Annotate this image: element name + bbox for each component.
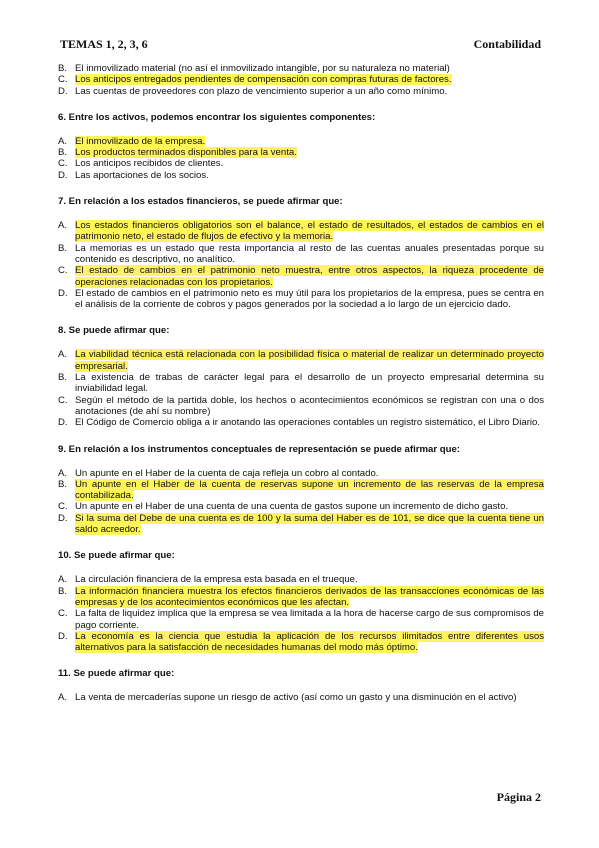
question-11 [58,668,544,703]
option-letter: D. [58,287,68,299]
option-letter: A. [58,692,68,704]
option-text: El estado de cambios en el patrimonio neto muestra, entre otros aspectos, la riqueza procedente de operaciones relacionadas con los propietarios. [75,265,544,288]
page-number: Página 2 [496,790,541,804]
option-letter: D. [58,630,68,642]
option-item [58,395,544,418]
option-item [58,372,544,395]
option-text: El estado de cambios en el patrimonio neto es muy útil para los propietarios de la empresa, pues se centra en el análisis de la corriente de cobros y pagos generados por la sociedad a lo largo de un ejercicio dado. [75,287,544,311]
question-title: 8. Se puede afirmar que: [58,325,170,337]
question-title: 10. Se puede afirmar que: [58,550,175,562]
option-text: La memorias es un estado que resta importancia al resto de las cuentas anuales presentadas porque su contenido es descriptivo, no analítico. [75,242,544,265]
option-letter: A. [58,574,68,586]
option-text: El inmovilizado de la empresa. [75,135,206,147]
option-item [58,63,544,74]
option-item [58,243,544,266]
option-letter: C. [58,158,68,170]
option-item [58,501,544,512]
option-text: Las aportaciones de los socios. [75,169,209,181]
option-item [58,147,544,158]
option-item [58,74,544,85]
option-letter: B. [58,147,68,159]
option-item [58,158,544,169]
question-10 [58,550,544,653]
option-text: Si la suma del Debe de una cuenta es de 100 y la suma del Haber es de 101, se dice que la cuenta tiene un saldo acreedor. [75,512,544,536]
option-text: Los productos terminados disponibles para la venta. [75,147,297,159]
page-content [58,63,544,704]
question-7 [58,196,544,310]
option-text: Los estados financieros obligatorios son el balance, el estado de resultados, el estados de cambios en el patrimonio neto, el estado de flujos de efectivo y la memoria. [75,220,544,243]
option-item [58,417,544,428]
option-text: La economía es la ciencia que estudia la aplicación de los recursos ilimitados entre diferentes usos alternativos para la satisfacción de necesidades humanas del modo más óptimo. [75,630,544,654]
question-title: 11. Se puede afirmar que: [58,668,175,680]
question-9 [58,444,544,536]
option-item [58,608,544,631]
option-letter: B. [58,372,68,384]
option-letter: C. [58,74,68,86]
option-text: La venta de mercaderías supone un riesgo de activo (así como un gasto y una disminución en el activo) [75,692,517,704]
header-topic: TEMAS 1, 2, 3, 6 [60,37,148,51]
question-title: 9. En relación a los instrumentos conceptuales de representación se puede afirmar que: [58,443,460,455]
option-text: Según el método de la partida doble, los hechos o acontecimientos económicos se registran con una o dos anotaciones (de ahí su nombre) [75,394,544,417]
option-item [58,86,544,97]
option-text: La falta de liquidez implica que la empresa se vea limitada a la hora de hacerse cargo de sus compromisos de pago corriente. [75,608,544,631]
question-6 [58,112,544,181]
option-letter: A. [58,349,68,361]
option-letter: C. [58,265,68,277]
option-letter: D. [58,169,68,181]
option-item [58,468,544,479]
option-text: La circulación financiera de la empresa esta basada en el trueque. [75,574,358,586]
option-letter: B. [58,63,68,74]
option-letter: D. [58,512,68,524]
option-item [58,574,544,585]
question-8 [58,325,544,428]
option-item [58,136,544,147]
option-item [58,349,544,372]
option-letter: B. [58,478,68,490]
option-item [58,692,544,703]
option-letter: C. [58,501,68,513]
option-text: Los anticipos recibidos de clientes. [75,158,224,170]
page-header [60,37,541,53]
option-text: La información financiera muestra los efectos financieros derivados de las transacciones económicas de las empresas y de los acontecimientos económicos que les afectan. [75,585,544,608]
option-item [58,220,544,243]
header-subject: Contabilidad [473,37,541,51]
option-text: Un apunte en el Haber de la cuenta de reservas supone un incremento de las reservas de la empresa contabilizada. [75,478,544,502]
option-item [58,479,544,502]
option-text: Los anticipos entregados pendientes de compensación con compras futuras de factores. [75,74,452,86]
option-letter: A. [58,220,68,232]
option-letter: B. [58,585,68,597]
option-text: La existencia de trabas de carácter legal para el desarrollo de un proyecto empresarial determina su inviabilidad legal. [75,372,544,395]
option-letter: D. [58,417,68,429]
option-letter: A. [58,135,68,147]
option-text: Un apunte en el Haber de la cuenta de caja refleja un cobro al contado. [75,467,379,479]
option-text: Las cuentas de proveedores con plazo de vencimiento superior a un año como mínimo. [75,85,448,97]
option-item [58,288,544,311]
question-title: 6. Entre los activos, podemos encontrar los siguientes componentes: [58,111,376,123]
option-item [58,170,544,181]
option-letter: C. [58,394,68,406]
option-letter: B. [58,242,68,254]
option-item [58,586,544,609]
option-letter: A. [58,467,68,479]
top-options [58,63,544,97]
option-item [58,513,544,536]
option-item [58,265,544,288]
option-text: El Código de Comercio obliga a ir anotando las operaciones contables un registro sistemático, el Libro Diario. [75,417,541,429]
option-text: El inmovilizado material (no así el inmovilizado intangible, por su naturaleza no material) [75,63,450,74]
option-item [58,631,544,654]
option-letter: C. [58,608,68,620]
option-text: La viabilidad técnica está relacionada con la posibilidad física o material de realizar un determinado proyecto empresarial. [75,349,544,372]
option-text: Un apunte en el Haber de una cuenta de una cuenta de gastos supone un incremento de dicho gasto. [75,501,509,513]
option-letter: D. [58,85,68,97]
question-title: 7. En relación a los estados financieros, se puede afirmar que: [58,196,343,208]
